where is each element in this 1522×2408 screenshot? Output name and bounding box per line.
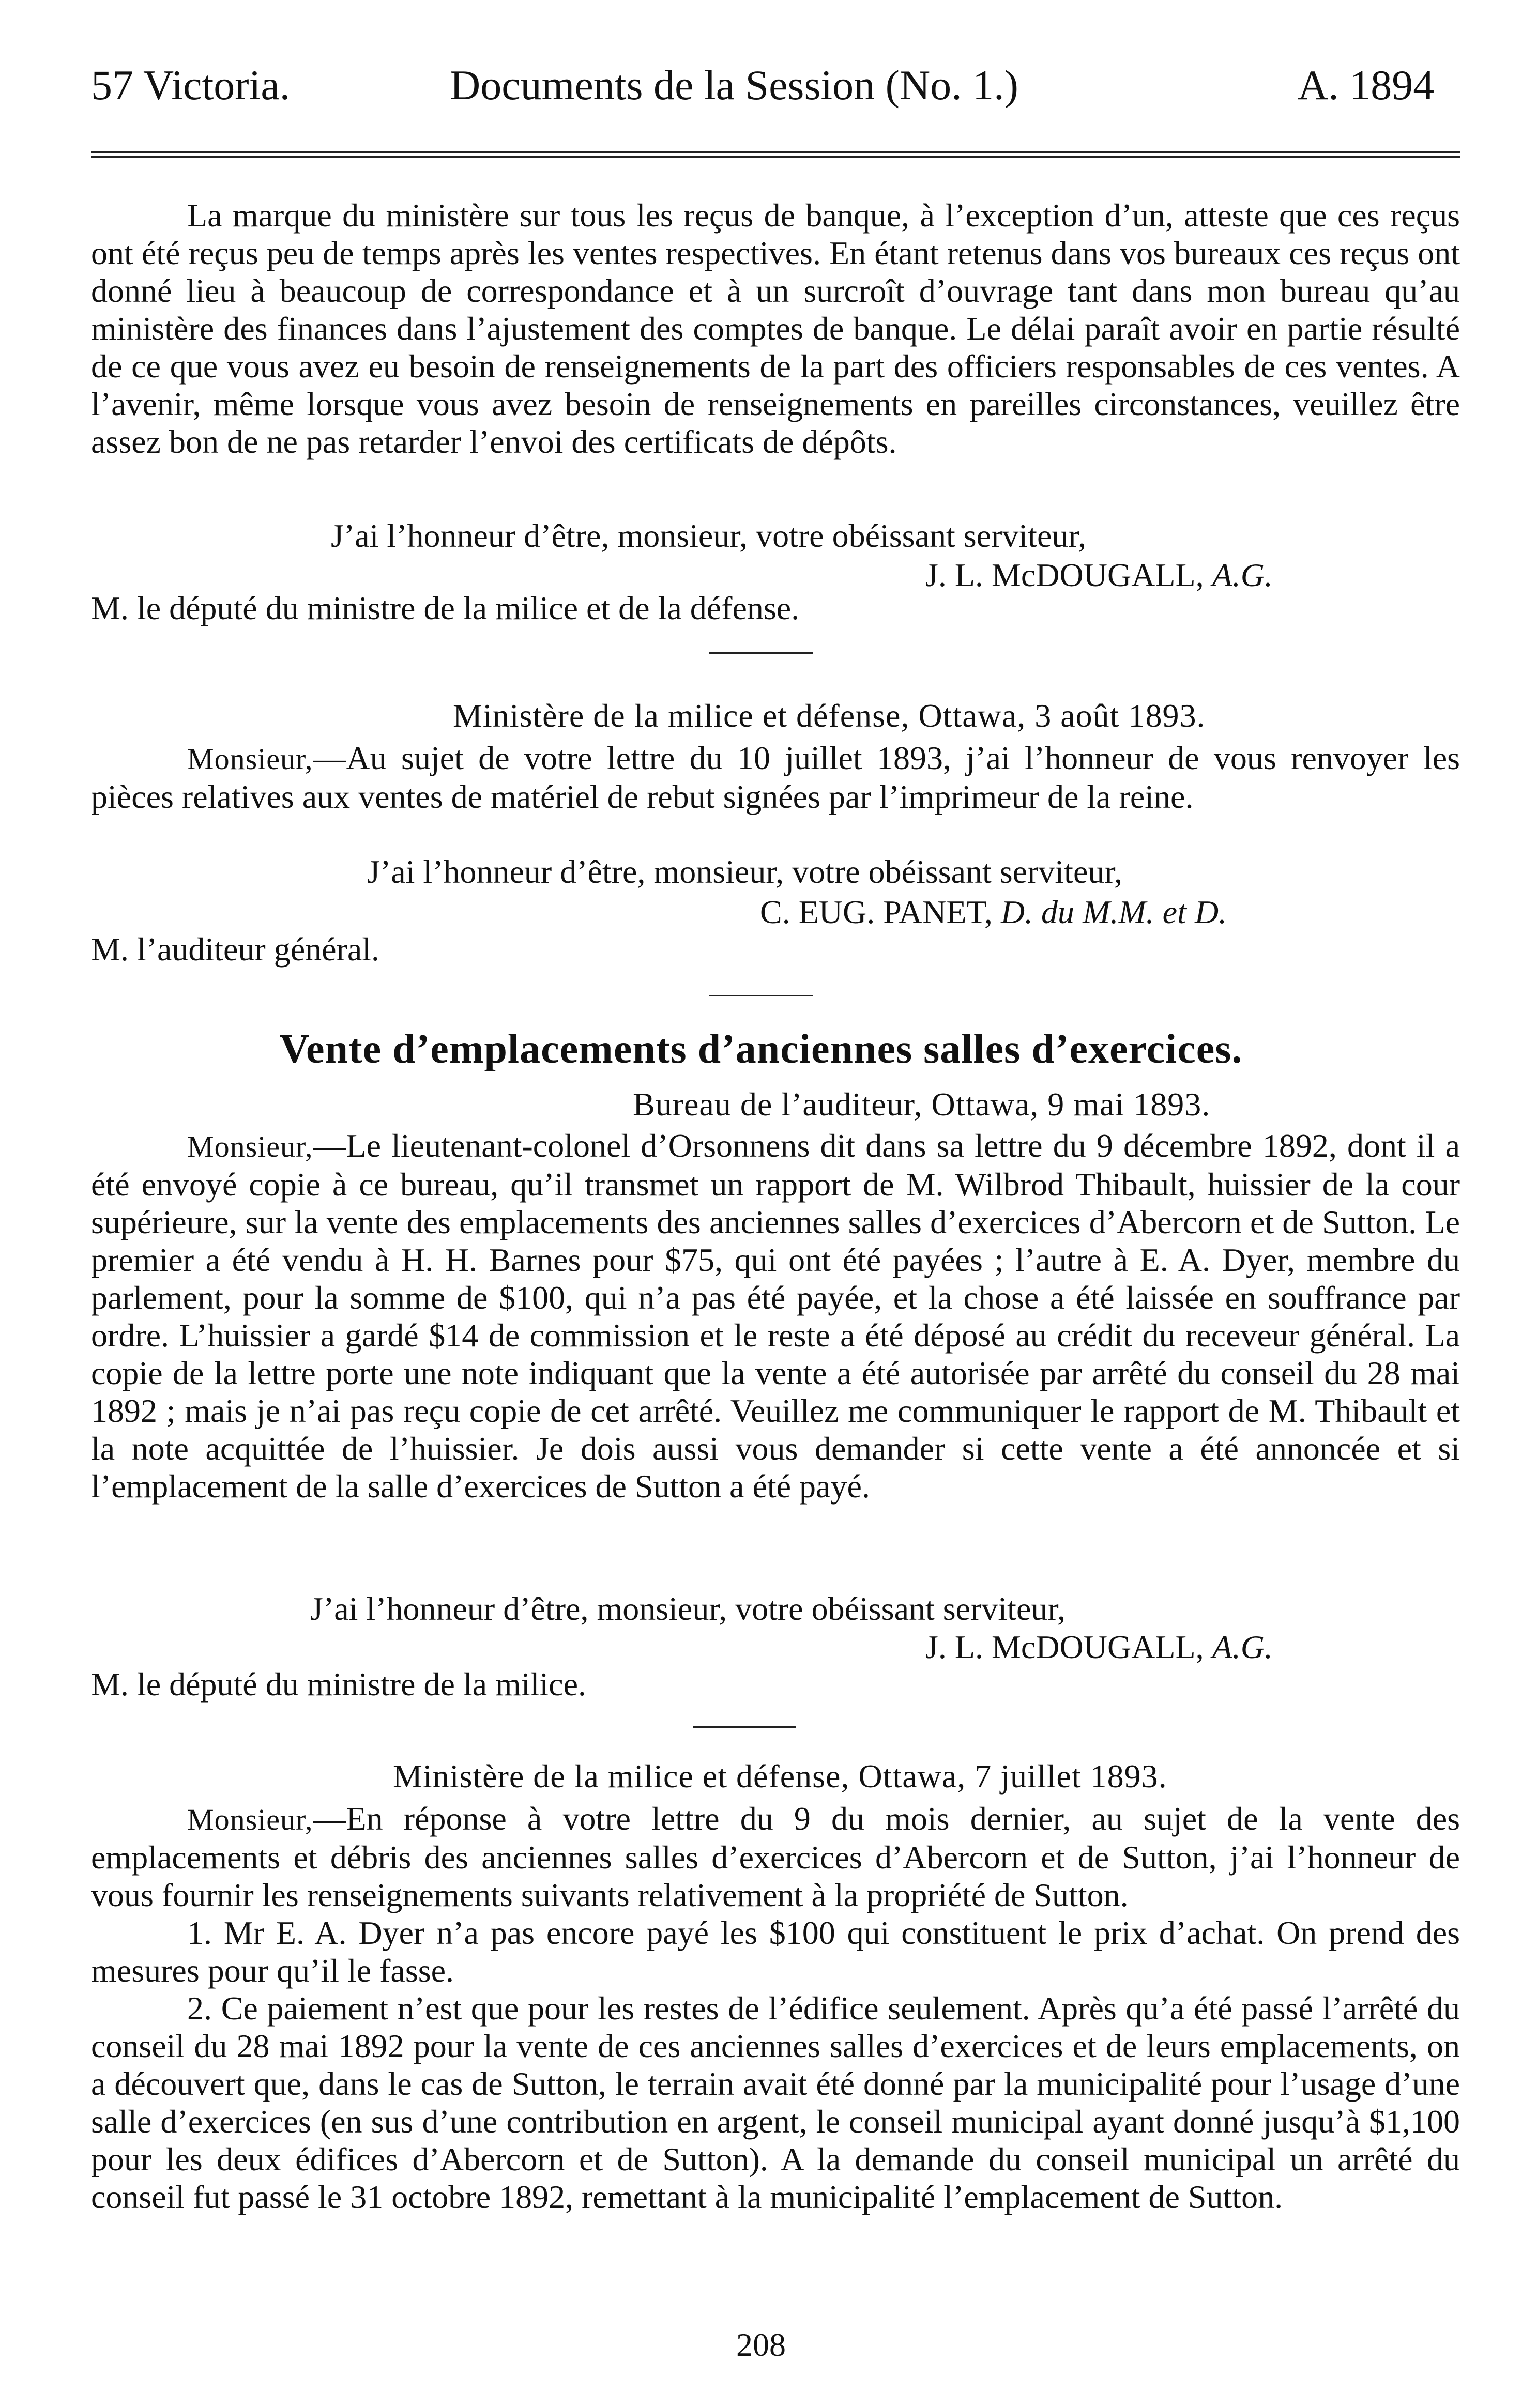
letter2-signature-title: D. du M.M. et D. — [1000, 894, 1227, 930]
separator-rule — [709, 652, 813, 654]
letter1-text — [91, 196, 1460, 461]
letter4-text — [91, 1800, 1460, 2216]
letter3-salutation: Monsieur, — [187, 1130, 313, 1163]
header-center: Documents de la Session (No. 1.) — [450, 62, 1018, 109]
letter2-signature-name: C. EUG. PANET, — [760, 894, 993, 930]
page-number: 208 — [736, 2326, 786, 2363]
letter2-closing: J’ai l’honneur d’être, monsieur, votre obéissant serviteur, — [367, 853, 1123, 890]
letter3-dateline: Bureau de l’auditeur, Ottawa, 9 mai 1893. — [633, 1086, 1211, 1123]
header-left: 57 Victoria. — [91, 62, 291, 109]
header-rule-top — [91, 151, 1460, 153]
letter3-signature-title: A.G. — [1212, 1629, 1273, 1665]
letter1-signature — [925, 556, 1273, 594]
letter3-addressee: M. le député du ministre de la milice. — [91, 1666, 586, 1703]
letter4-salutation: Monsieur, — [187, 1803, 313, 1836]
letter1-signature-name: J. L. McDOUGALL, — [925, 557, 1204, 593]
letter2-signature — [760, 893, 1227, 931]
letter3-text — [91, 1127, 1460, 1505]
letter4-body: —En réponse à votre lettre du 9 du mois dernier, au sujet de la vente des emplacements et débris des anciennes salles d’exercices d’Abercorn et de Sutton, j’ai l’honneur de vous fournir les renseignements suivants relativement à la propriété de Sutton. — [91, 1800, 1460, 1913]
letter2-addressee: M. l’auditeur général. — [91, 931, 379, 968]
letter1-body: La marque du ministère sur tous les reçus de banque, à l’exception d’un, atteste que ces reçus ont été reçus peu de temps après les ventes respectives. En étant retenus dans vos bureaux ces reçus ont donné lieu à beaucoup de correspondance et à un surcroît d’ouvrage tant dans mon bureau qu’au ministère des finances dans l’ajustement des comptes de banque. Le délai paraît avoir en partie résulté de ce que vous avez eu besoin de renseignements de la part des officiers responsables de ces ventes. A l’avenir, même lorsque vous avez besoin de renseignements en pareilles circonstances, veuillez être assez bon de ne pas retarder l’envoi des certificats de dépôts. — [91, 197, 1460, 460]
letter4-item2: 2. Ce paiement n’est que pour les restes de l’édifice seulement. Après qu’a été passé l’arrêté du conseil du 28 mai 1892 pour la vente de ces anciennes salles d’exercices et de leurs emplacements, on a découvert que, dans le cas de Sutton, le terrain avait été donné par la municipalité pour l’usage d’une salle d’exercices (en sus d’une contribution en argent, le conseil municipal ayant donné jusqu’à $1,100 pour les deux édifices d’Abercorn et de Sutton). A la demande du conseil municipal un arrêté du conseil fut passé le 31 octobre 1892, remettant à la municipalité l’emplacement de Sutton. — [91, 1990, 1460, 2215]
letter2-body: —Au sujet de votre lettre du 10 juillet 1893, j’ai l’honneur de vous renvoyer les pièces relatives aux ventes de matériel de rebut signées par l’imprimeur de la reine. — [91, 740, 1460, 815]
letter2-text — [91, 739, 1460, 816]
letter3-signature-name: J. L. McDOUGALL, — [925, 1629, 1204, 1665]
separator-rule — [693, 1726, 796, 1728]
letter4-dateline: Ministère de la milice et défense, Ottawa, 7 juillet 1893. — [393, 1758, 1167, 1795]
section-title: Vente d’emplacements d’anciennes salles d’exercices. — [279, 1026, 1243, 1072]
letter1-addressee: M. le député du ministre de la milice et de la défense. — [91, 590, 800, 626]
letter2-dateline: Ministère de la milice et défense, Ottawa, 3 août 1893. — [453, 697, 1206, 734]
letter1-closing: J’ai l’honneur d’être, monsieur, votre obéissant serviteur, — [331, 517, 1087, 554]
header-rule-bottom — [91, 156, 1460, 158]
letter3-signature — [925, 1628, 1273, 1666]
letter3-closing: J’ai l’honneur d’être, monsieur, votre obéissant serviteur, — [310, 1590, 1066, 1627]
letter2-salutation: Monsieur, — [187, 742, 313, 776]
letter4-item1: 1. Mr E. A. Dyer n’a pas encore payé les $100 qui constituent le prix d’achat. On prend des mesures pour qu’il le fasse. — [91, 1914, 1460, 1989]
header-right: A. 1894 — [1298, 62, 1435, 109]
letter1-signature-title: A.G. — [1212, 557, 1273, 593]
separator-rule — [709, 995, 813, 996]
letter3-body: —Le lieutenant-colonel d’Orsonnens dit dans sa lettre du 9 décembre 1892, dont il a été envoyé copie à ce bureau, qu’il transmet un rapport de M. Wilbrod Thibault, huissier de la cour supérieure, sur la vente des emplacements des anciennes salles d’exercices d’Abercorn et de Sutton. Le premier a été vendu à H. H. Barnes pour $75, qui ont été payées ; l’autre à E. A. Dyer, membre du parlement, pour la somme de $100, qui n’a pas été payée, et la chose a été laissée en souffrance par ordre. L’huissier a gardé $14 de commission et le reste a été déposé au crédit du receveur général. La copie de la lettre porte une note indiquant que la vente a été autorisée par arrêté du conseil du 28 mai 1892 ; mais je n’ai pas reçu copie de cet arrêté. Veuillez me communiquer le rapport de M. Thibault et la note acquittée de l’huissier. Je dois aussi vous demander si cette vente a été annoncée et si l’emplacement de la salle d’exercices de Sutton a été payé. — [91, 1127, 1460, 1505]
